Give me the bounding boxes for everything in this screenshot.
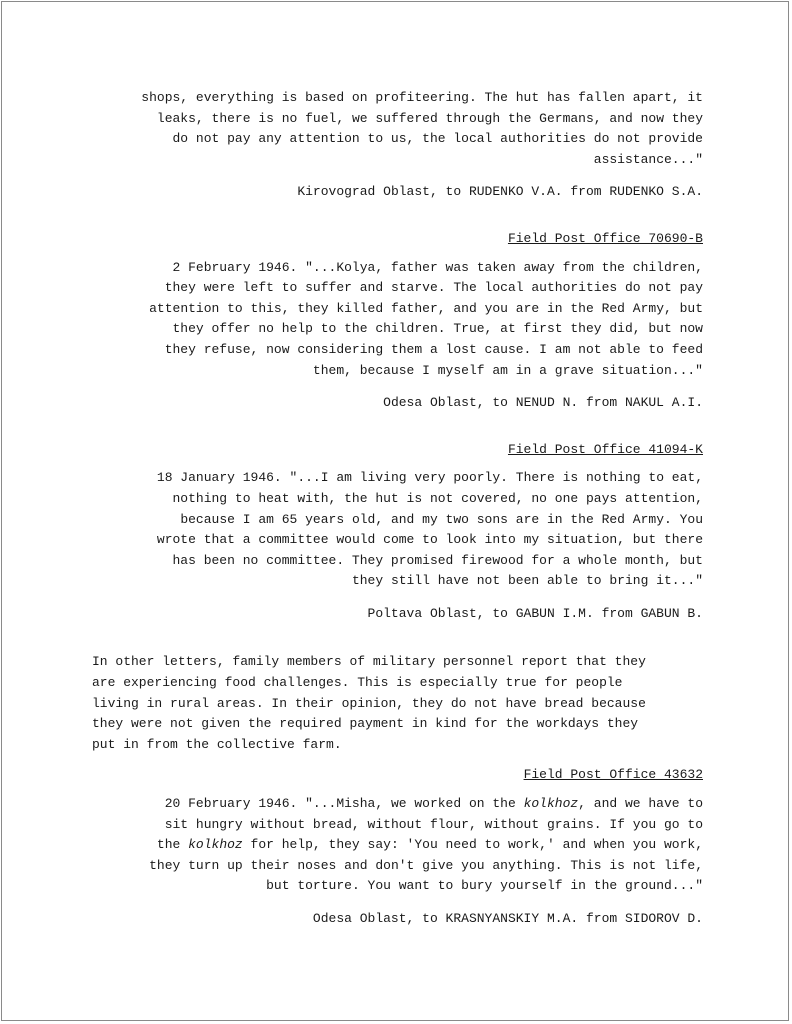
letter-line bbox=[92, 835, 703, 856]
paragraph-line: living in rural areas. In their opinion, they do not have bread because bbox=[92, 695, 646, 711]
letter-line: them, because I myself am in a grave situation..." bbox=[312, 362, 703, 378]
letter-block-43632 bbox=[92, 765, 703, 929]
paragraph-line: they were not given the required payment in kind for the workdays they bbox=[92, 716, 639, 732]
letter-line: they were left to suffer and starve. The local authorities do not pay bbox=[164, 280, 703, 296]
paragraph-line: put in from the collective farm. bbox=[92, 736, 342, 752]
letter-line: they offer no help to the children. True, at first they did, but now bbox=[172, 321, 703, 337]
letter-line: attention to this, they killed father, and you are in the Red Army, but bbox=[149, 300, 703, 316]
letter-line: 18 January 1946. "...I am living very poorly. There is nothing to eat, bbox=[156, 470, 703, 486]
document-page bbox=[92, 88, 703, 930]
italic-term: kolkhoz bbox=[523, 796, 579, 812]
paragraph-line: are experiencing food challenges. This is especially true for people bbox=[92, 675, 623, 691]
line-text: the bbox=[156, 837, 189, 853]
line-text: for help, they say: 'You need to work,' and when you work, bbox=[242, 837, 703, 853]
field-post-office-heading: Field Post Office 43632 bbox=[523, 767, 703, 783]
letter-line: but torture. You want to bury yourself in the ground..." bbox=[266, 878, 703, 894]
letter-line: wrote that a committee would come to look into my situation, but there bbox=[156, 532, 703, 548]
letter-block-70690b bbox=[92, 229, 703, 414]
letter-line: leaks, there is no fuel, we suffered through the Germans, and now they bbox=[156, 110, 703, 126]
letter-line: they refuse, now considering them a lost cause. I am not able to feed bbox=[164, 341, 703, 357]
letter-line: assistance..." bbox=[593, 151, 703, 167]
letter-block-rudenko bbox=[92, 88, 703, 203]
letter-line: they turn up their noses and don't give you anything. This is not life, bbox=[149, 857, 703, 873]
letter-line: has been no committee. They promised firewood for a whole month, but bbox=[172, 552, 703, 568]
body-paragraph bbox=[92, 652, 703, 755]
letter-source: Kirovograd Oblast, to RUDENKO V.A. from RUDENKO S.A. bbox=[297, 184, 703, 200]
letter-source: Odesa Oblast, to NENUD N. from NAKUL A.I. bbox=[383, 395, 703, 411]
letter-line: nothing to heat with, the hut is not covered, no one pays attention, bbox=[172, 490, 703, 506]
field-post-office-heading: Field Post Office 41094-K bbox=[507, 441, 703, 457]
letter-source: Odesa Oblast, to KRASNYANSKIY M.A. from SIDOROV D. bbox=[312, 911, 703, 926]
letter-line: sit hungry without bread, without flour, without grains. If you go to bbox=[164, 816, 703, 832]
letter-line: shops, everything is based on profiteering. The hut has fallen apart, it bbox=[141, 90, 703, 105]
letter-block-41094k bbox=[92, 440, 703, 625]
italic-term: kolkhoz bbox=[188, 837, 243, 853]
letter-line: they still have not been able to bring it..." bbox=[351, 573, 703, 589]
line-text: , and we have to bbox=[578, 796, 703, 812]
letter-line: because I am 65 years old, and my two sons are in the Red Army. You bbox=[180, 511, 703, 527]
letter-line bbox=[92, 794, 703, 815]
letter-line: 2 February 1946. "...Kolya, father was taken away from the children, bbox=[172, 259, 703, 275]
letter-source: Poltava Oblast, to GABUN I.M. from GABUN B. bbox=[367, 605, 703, 621]
letter-line: do not pay any attention to us, the local authorities do not provide bbox=[172, 131, 703, 147]
paragraph-line: In other letters, family members of military personnel report that they bbox=[92, 654, 646, 670]
field-post-office-heading: Field Post Office 70690-B bbox=[507, 230, 703, 246]
line-text: 20 February 1946. "...Misha, we worked on the bbox=[164, 796, 524, 812]
